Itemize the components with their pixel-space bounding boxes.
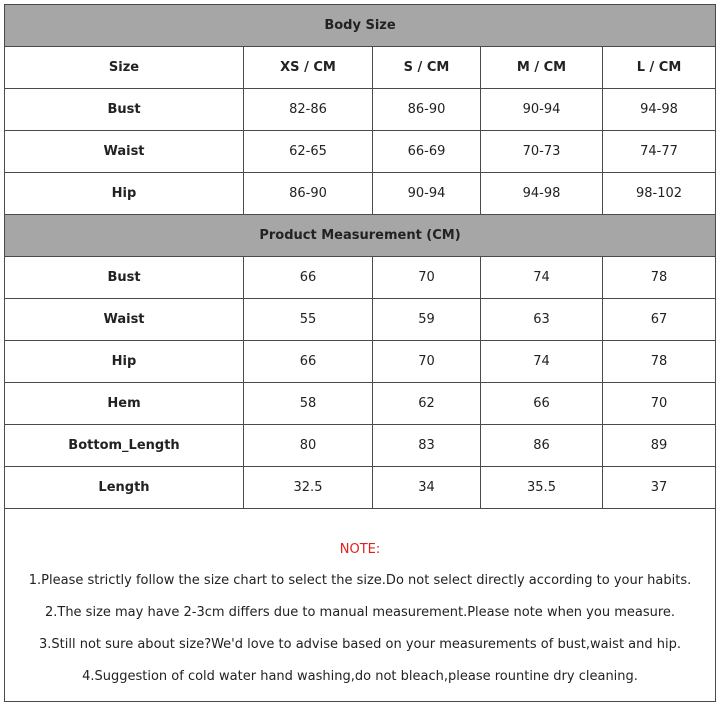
size-column-header-row [5,47,716,89]
table-row [5,425,716,467]
body-size-header-row [5,5,716,47]
table-cell: 86-90 [373,89,481,131]
notes-section [5,509,716,702]
row-label-length: Length [5,467,244,509]
table-cell: 35.5 [481,467,603,509]
column-header-m: M / CM [481,47,603,89]
size-chart-table [4,4,716,702]
row-label-waist: Waist [5,131,244,173]
table-cell: 86 [481,425,603,467]
table-cell: 78 [603,341,716,383]
column-header-xs: XS / CM [244,47,373,89]
table-cell: 90-94 [481,89,603,131]
product-measurement-header-row [5,215,716,257]
table-cell: 59 [373,299,481,341]
table-cell: 98-102 [603,173,716,215]
table-cell: 66-69 [373,131,481,173]
table-cell: 66 [244,341,373,383]
table-cell: 34 [373,467,481,509]
column-header-s: S / CM [373,47,481,89]
table-cell: 82-86 [244,89,373,131]
table-cell: 74 [481,341,603,383]
table-cell: 86-90 [244,173,373,215]
note-title: NOTE: [339,542,381,557]
row-label-bust: Bust [5,89,244,131]
row-label-hip: Hip [5,173,244,215]
table-cell: 80 [244,425,373,467]
table-cell: 74-77 [603,131,716,173]
table-cell: 70-73 [481,131,603,173]
notes-row [5,509,716,702]
table-row [5,257,716,299]
table-cell: 70 [373,341,481,383]
table-cell: 66 [481,383,603,425]
table-cell: 32.5 [244,467,373,509]
row-label-hip: Hip [5,341,244,383]
table-cell: 55 [244,299,373,341]
table-cell: 70 [373,257,481,299]
table-cell: 58 [244,383,373,425]
table-cell: 70 [603,383,716,425]
table-cell: 66 [244,257,373,299]
table-cell: 83 [373,425,481,467]
table-cell: 37 [603,467,716,509]
table-cell: 94-98 [481,173,603,215]
table-cell: 62 [373,383,481,425]
row-label-bottom-length: Bottom_Length [5,425,244,467]
table-cell: 63 [481,299,603,341]
row-label-waist: Waist [5,299,244,341]
table-row [5,383,716,425]
table-row [5,131,716,173]
row-label-hem: Hem [5,383,244,425]
column-header-l: L / CM [603,47,716,89]
table-row [5,299,716,341]
table-row [5,341,716,383]
table-cell: 90-94 [373,173,481,215]
table-row [5,467,716,509]
table-cell: 62-65 [244,131,373,173]
table-cell: 94-98 [603,89,716,131]
table-row [5,89,716,131]
note-line: 4.Suggestion of cold water hand washing,do not bleach,please rountine dry cleaning. [82,669,638,684]
note-line: 2.The size may have 2-3cm differs due to manual measurement.Please note when you measure. [44,605,676,620]
body-size-title: Body Size [5,5,716,47]
table-cell: 74 [481,257,603,299]
table-row [5,173,716,215]
product-measurement-title: Product Measurement (CM) [5,215,716,257]
table-cell: 89 [603,425,716,467]
row-label-bust: Bust [5,257,244,299]
note-line: 1.Please strictly follow the size chart to select the size.Do not select directly according to your habits. [28,573,692,588]
column-header-size: Size [5,47,244,89]
table-cell: 67 [603,299,716,341]
table-cell: 78 [603,257,716,299]
note-line: 3.Still not sure about size?We'd love to advise based on your measurements of bust,waist and hip. [39,637,681,652]
